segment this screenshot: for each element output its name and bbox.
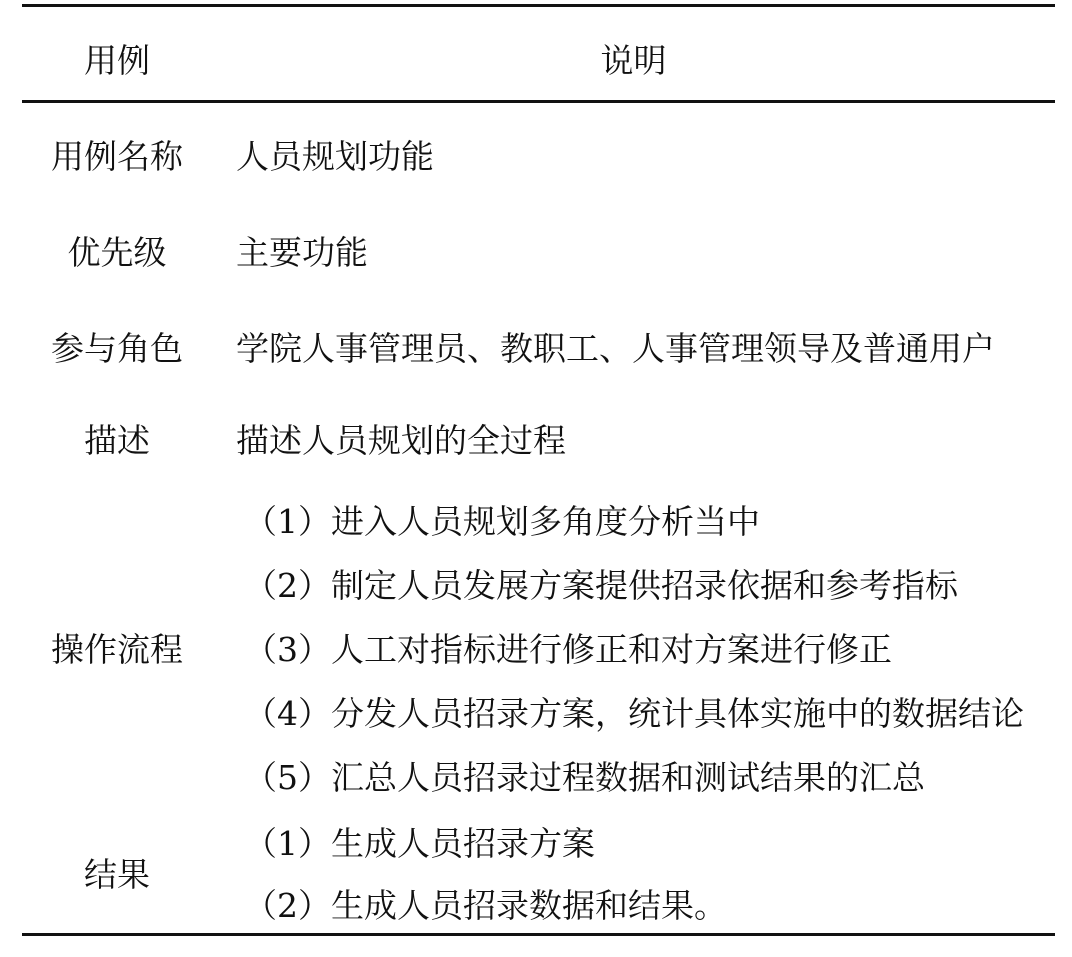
row-label-result: 结果 [84, 855, 150, 894]
row-value-priority: 主要功能 [236, 233, 368, 272]
result-step-1: （1）生成人员招录方案 [244, 824, 595, 863]
row-value-name: 人员规划功能 [236, 137, 434, 176]
header-use-case: 用例 [84, 41, 150, 80]
flow-step-3: （3）人工对指标进行修正和对方案进行修正 [244, 630, 892, 669]
row-value-description: 描述人员规划的全过程 [236, 421, 566, 460]
row-label-description: 描述 [84, 421, 150, 460]
table-bottom-rule [22, 933, 1055, 936]
row-label-name: 用例名称 [51, 137, 183, 176]
flow-step-5: （5）汇总人员招录过程数据和测试结果的汇总 [244, 758, 925, 797]
row-label-flow: 操作流程 [51, 630, 183, 669]
row-label-priority: 优先级 [67, 233, 167, 272]
table-header-rule [22, 100, 1055, 103]
result-step-2: （2）生成人员招录数据和结果。 [244, 886, 727, 925]
row-label-actors: 参与角色 [51, 329, 183, 368]
flow-step-1: （1）进入人员规划多角度分析当中 [244, 502, 760, 541]
header-description: 说明 [600, 41, 667, 80]
flow-step-2: （2）制定人员发展方案提供招录依据和参考指标 [244, 566, 958, 605]
row-value-actors: 学院人事管理员、教职工、人事管理领导及普通用户 [236, 329, 995, 368]
table-top-rule [22, 4, 1055, 7]
flow-step-4: （4）分发人员招录方案，统计具体实施中的数据结论 [244, 694, 1024, 733]
